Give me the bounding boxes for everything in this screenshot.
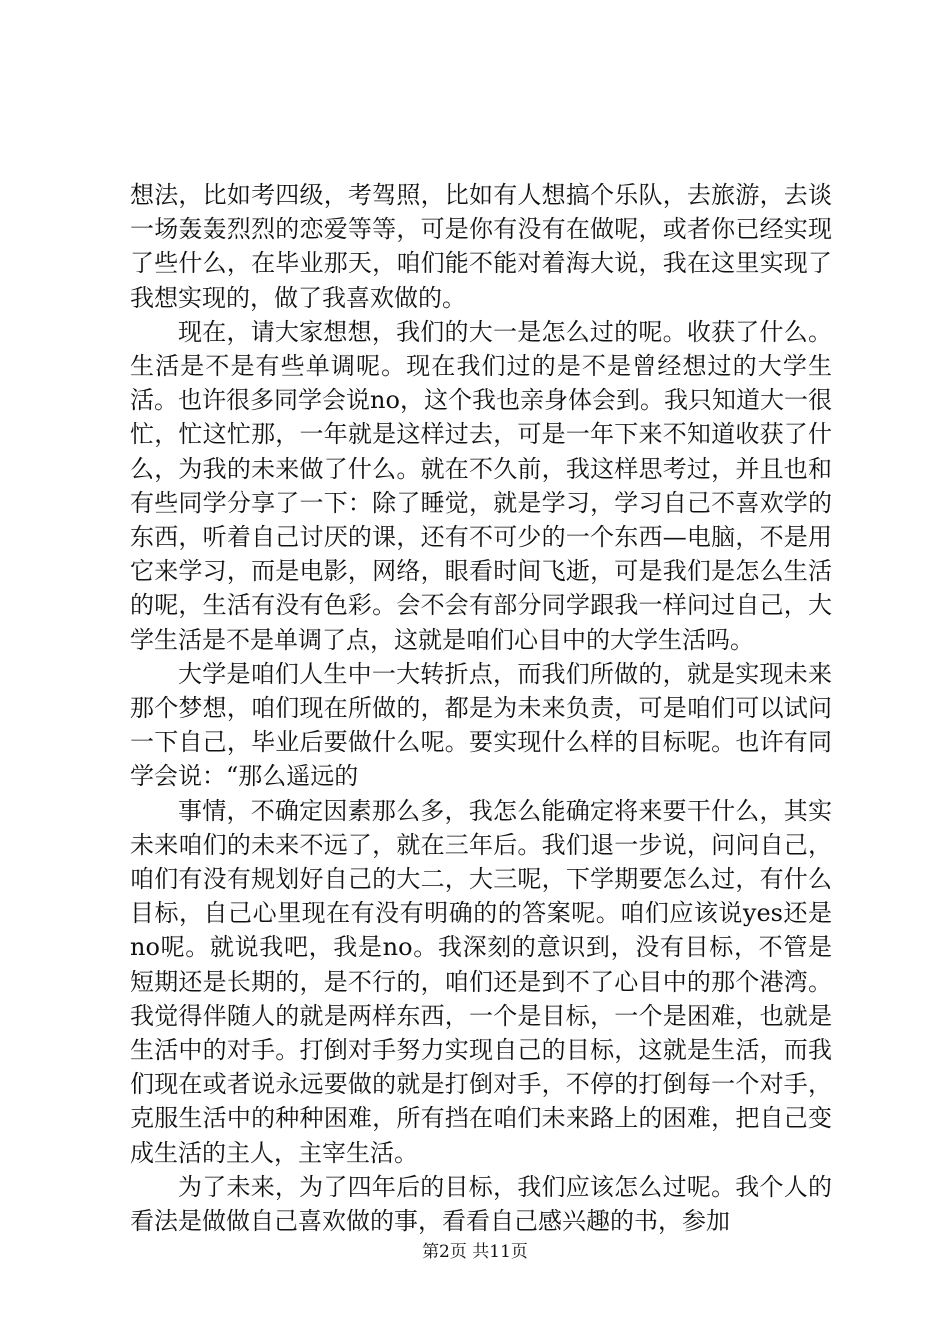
document-body	[130, 178, 832, 1238]
paragraph-5: 为了未来，为了四年后的目标，我们应该怎么过呢。我个人的看法是做做自己喜欢做的事，看看自己感兴趣的书，参加	[130, 1172, 832, 1236]
paragraph-2: 现在，请大家想想，我们的大一是怎么过的呢。收获了什么。生活是不是有些单调呢。现在我们过的是不是曾经想过的大学生活。也许很多同学会说no，这个我也亲身体会到。我只知道大一很忙，忙这忙那，一年就是这样过去，可是一年下来不知道收获了什么，为我的未来做了什么。就在不久前，我这样思考过，并且也和有些同学分享了一下：除了睡觉，就是学习，学习自己不喜欢学的东西，听着自己讨厌的课，还有不可少的一个东西—电脑，不是用它来学习，而是电影，网络，眼看时间飞逝，可是我们是怎么生活的呢，生活有没有色彩。会不会有部分同学跟我一样问过自己，大学生活是不是单调了点，这就是咱们心目中的大学生活吗。	[130, 317, 832, 654]
page-number-footer: 第2页 共11页	[422, 1242, 528, 1262]
paragraph-4: 事情，不确定因素那么多，我怎么能确定将来要干什么，其实未来咱们的未来不远了，就在三年后。我们退一步说，问问自己，咱们有没有规划好自己的大二，大三呢，下学期要怎么过，有什么目标，自己心里现在有没有明确的的答案呢。咱们应该说yes还是no呢。就说我吧，我是no。我深刻的意识到，没有目标，不管是短期还是长期的，是不行的，咱们还是到不了心目中的那个港湾。我觉得伴随人的就是两样东西，一个是目标，一个是困难，也就是生活中的对手。打倒对手努力实现自己的目标，这就是生活，而我们现在或者说永远要做的就是打倒对手，不停的打倒每一个对手，克服生活中的种种困难，所有挡在咱们未来路上的困难，把自己变成生活的主人，主宰生活。	[130, 796, 832, 1167]
paragraph-1: 想法，比如考四级，考驾照，比如有人想搞个乐队，去旅游，去谈一场轰轰烈烈的恋爱等等，可是你有没有在做呢，或者你已经实现了些什么，在毕业那天，咱们能不能对着海大说，我在这里实现了我想实现的，做了我喜欢做的。	[130, 181, 832, 312]
paragraph-3: 大学是咱们人生中一大转折点，而我们所做的，就是实现未来那个梦想，咱们现在所做的，都是为未来负责，可是咱们可以试问一下自己，毕业后要做什么呢。要实现什么样的目标呢。也许有同学会说：“那么遥远的	[130, 659, 832, 791]
